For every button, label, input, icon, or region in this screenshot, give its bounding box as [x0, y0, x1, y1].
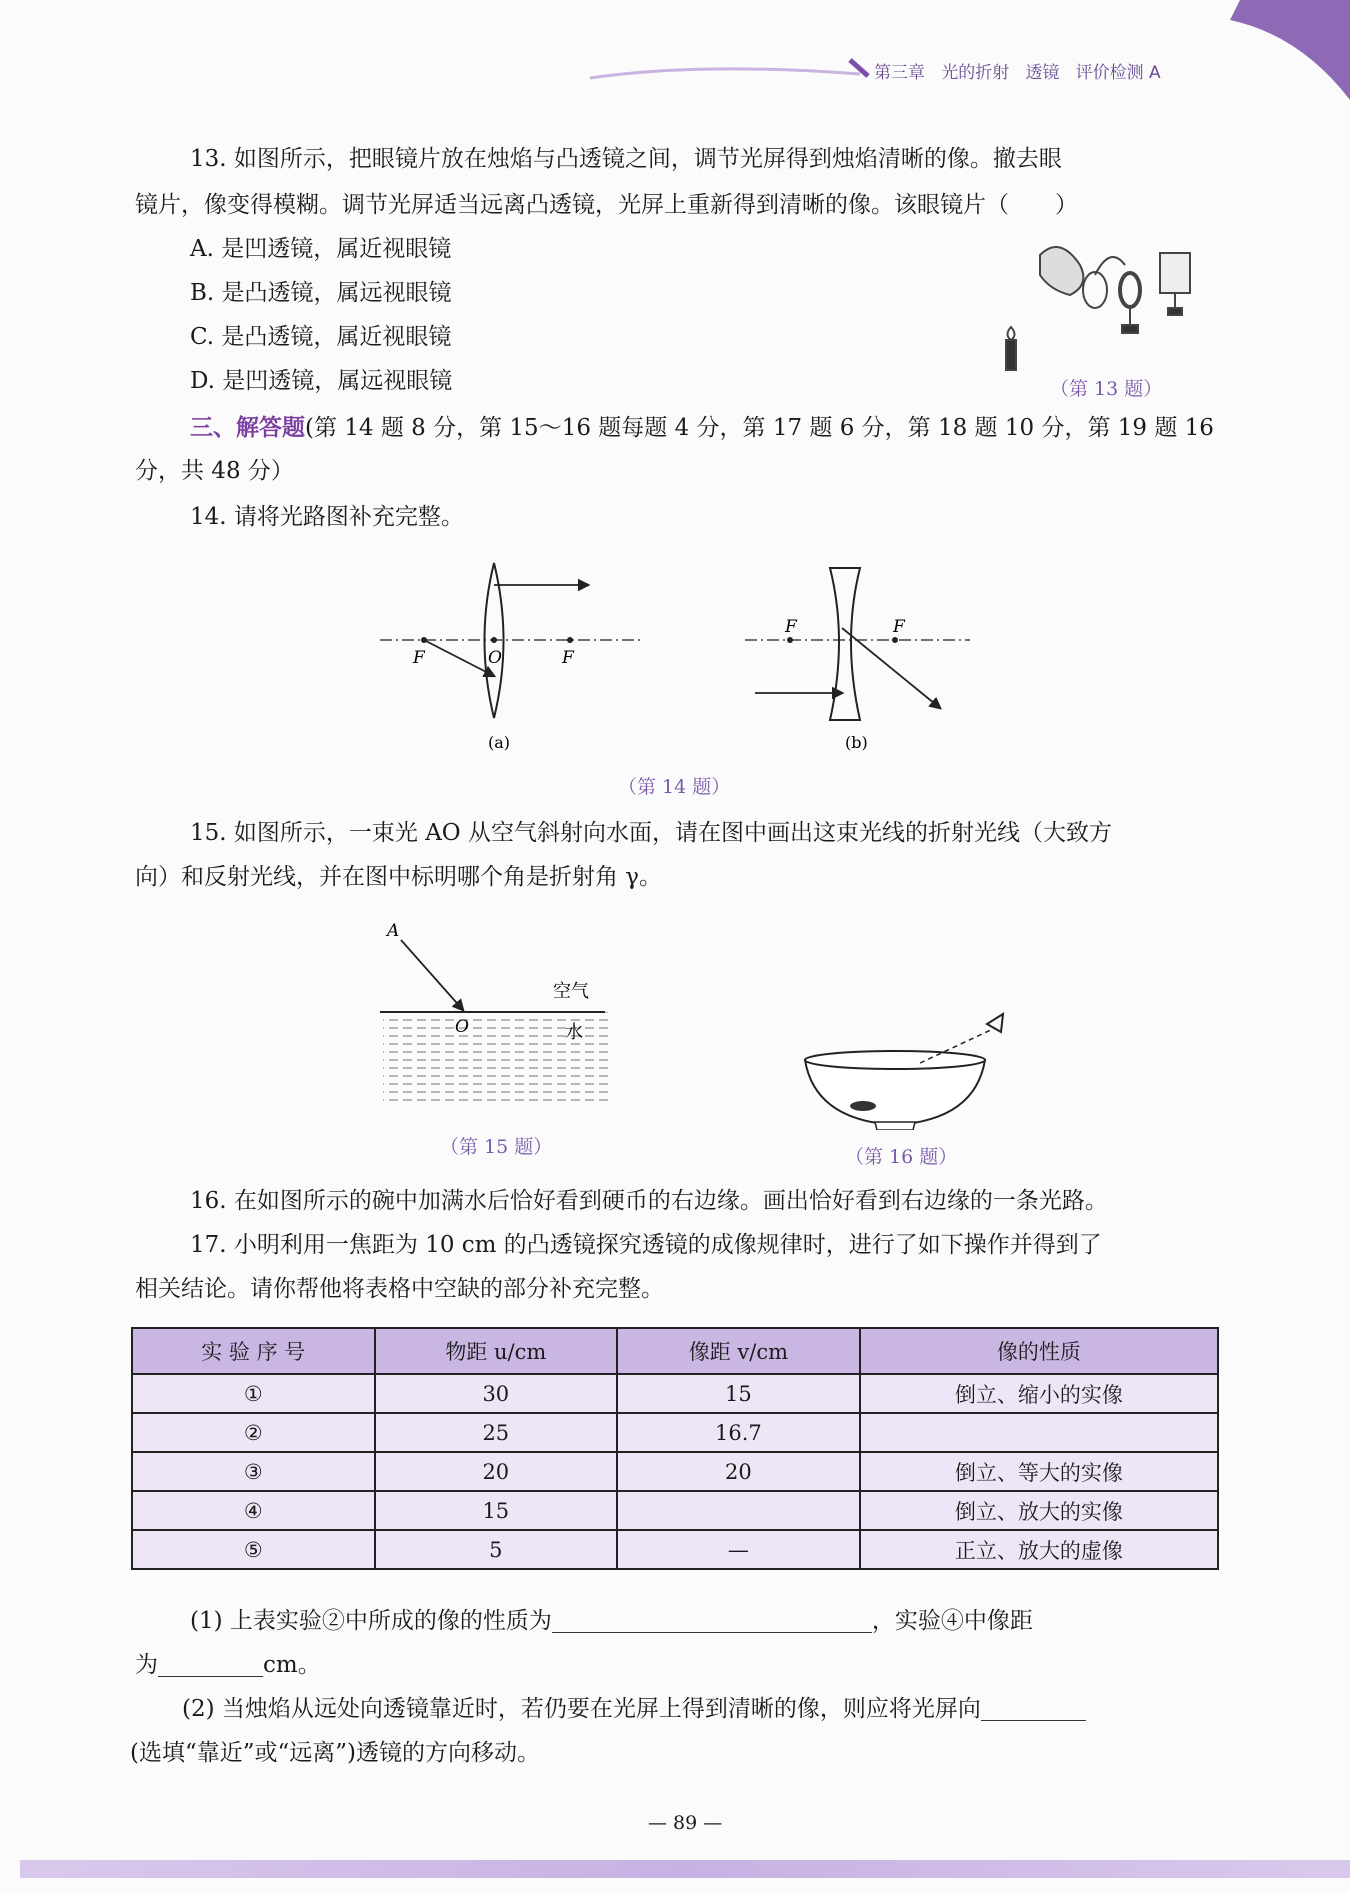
optical-center	[491, 637, 497, 643]
center-label: O	[488, 648, 502, 668]
q14-text: 14. 请将光路图补充完整。	[190, 504, 464, 530]
table-cell-blank[interactable]	[860, 1413, 1218, 1452]
q13-caption: （第 13 题）	[1050, 378, 1163, 400]
q15-figure	[375, 920, 615, 1110]
q17-sub2-line	[182, 1698, 1086, 1721]
q15-line2: 向）和反射光线，并在图中标明哪个角是折射角 γ。	[135, 864, 663, 890]
point-o-label: O	[455, 1017, 469, 1037]
q13-option-b: B. 是凸透镜，属远视眼镜	[190, 280, 452, 306]
table-cell: 正立、放大的虚像	[860, 1530, 1218, 1569]
air-label: 空气	[553, 981, 589, 1002]
q16-figure	[795, 1010, 1055, 1130]
table-cell: 倒立、缩小的实像	[860, 1374, 1218, 1413]
label-a: (a)	[488, 733, 511, 752]
answer-blank-2[interactable]	[158, 1654, 263, 1677]
point-a-label: A	[387, 921, 400, 941]
q17-line2: 相关结论。请你帮他将表格中空缺的部分补充完整。	[135, 1276, 664, 1302]
q13-figure	[1000, 235, 1220, 385]
q13-line2: 镜片，像变得模糊。调节光屏适当远离凸透镜，光屏上重新得到清晰的像。该眼镜片（ ）	[135, 192, 1078, 218]
table-cell: —	[617, 1530, 860, 1569]
focus-label-left: F	[785, 617, 797, 637]
answer-blank-1[interactable]	[552, 1610, 872, 1633]
focus-point-left	[421, 637, 427, 643]
q17-sub1-b: ，实验④中像距	[871, 1608, 1033, 1634]
q16-caption: （第 16 题）	[845, 1146, 958, 1168]
results-table	[131, 1327, 1219, 1570]
header-sub: 透镜	[1025, 63, 1060, 83]
table-header-cell: 实 验 序 号	[132, 1328, 375, 1374]
section3-title: 三、解答题	[190, 414, 305, 441]
q13-option-c: C. 是凸透镜，属近视眼镜	[190, 324, 452, 350]
q17-sub1-d: cm。	[263, 1652, 321, 1678]
q14-figure-b	[745, 558, 975, 758]
q17-sub1-line2	[135, 1654, 321, 1677]
section3-desc1: (第 14 题 8 分，第 15～16 题每题 4 分，第 17 题 6 分，第 18 题 10 分，第 19 题 16	[305, 415, 1214, 441]
q17-sub2-a: (2) 当烛焰从远处向透镜靠近时，若仍要在光屏上得到清晰的像，则应将光屏向	[182, 1696, 981, 1722]
table-cell: 20	[617, 1452, 860, 1491]
q17-sub1-line	[190, 1610, 1033, 1633]
q14-figure-a	[380, 558, 640, 758]
q15-line1: 15. 如图所示，一束光 AO 从空气斜射向水面，请在图中画出这束光线的折射光线（大致方	[190, 820, 1112, 846]
focus-point-left	[787, 637, 793, 643]
water-label: 水	[565, 1022, 583, 1043]
table-cell: 16.7	[617, 1413, 860, 1452]
table-cell-blank[interactable]	[617, 1491, 860, 1530]
table-header-cell: 像距 v/cm	[617, 1328, 860, 1374]
q15-caption: （第 15 题）	[440, 1136, 553, 1158]
header-test: 评价检测 A	[1075, 63, 1161, 83]
q17-sub1-c: 为	[135, 1652, 158, 1678]
q17-sub2-b: (选填“靠近”或“远离”)透镜的方向移动。	[130, 1740, 540, 1766]
table-cell: ①	[132, 1374, 375, 1413]
page-header	[874, 58, 1161, 83]
q14-caption: （第 14 题）	[618, 776, 731, 798]
table-cell: ②	[132, 1413, 375, 1452]
section3-desc2: 分，共 48 分）	[135, 458, 294, 484]
section3-heading	[190, 416, 1214, 440]
q13-line1: 13. 如图所示，把眼镜片放在烛焰与凸透镜之间，调节光屏得到烛焰清晰的像。撤去眼	[190, 146, 1062, 172]
q17-line1: 17. 小明利用一焦距为 10 cm 的凸透镜探究透镜的成像规律时，进行了如下操作并得到了	[190, 1232, 1102, 1258]
table-row	[132, 1491, 1218, 1530]
eye-icon	[987, 1014, 1003, 1032]
table-cell: ⑤	[132, 1530, 375, 1569]
focus-label-right: F	[893, 617, 905, 637]
label-b: (b)	[845, 733, 868, 752]
table-header-cell: 物距 u/cm	[375, 1328, 618, 1374]
table-header-row	[132, 1328, 1218, 1374]
table-row	[132, 1452, 1218, 1491]
table-cell: ④	[132, 1491, 375, 1530]
table-row	[132, 1374, 1218, 1413]
coin	[850, 1101, 876, 1111]
table-cell: 倒立、放大的实像	[860, 1491, 1218, 1530]
q17-sub1-a: (1) 上表实验②中所成的像的性质为	[190, 1608, 552, 1634]
focus-point-right	[892, 637, 898, 643]
table-cell: 5	[375, 1530, 618, 1569]
table-row	[132, 1413, 1218, 1452]
q13-option-d: D. 是凹透镜，属远视眼镜	[190, 368, 453, 394]
answer-blank-3[interactable]	[981, 1698, 1086, 1721]
table-header-cell: 像的性质	[860, 1328, 1218, 1374]
table-cell: 15	[375, 1491, 618, 1530]
page-number: — 89 —	[648, 1812, 723, 1834]
table-cell: 20	[375, 1452, 618, 1491]
table-cell: 倒立、等大的实像	[860, 1452, 1218, 1491]
header-title: 光的折射	[941, 63, 1010, 83]
focus-label-right: F	[562, 648, 574, 668]
table-cell: 30	[375, 1374, 618, 1413]
table-cell: 15	[617, 1374, 860, 1413]
table-cell: 25	[375, 1413, 618, 1452]
q16-text: 16. 在如图所示的碗中加满水后恰好看到硬币的右边缘。画出恰好看到右边缘的一条光路。	[190, 1188, 1108, 1214]
focus-label-left: F	[413, 648, 425, 668]
table-row	[132, 1530, 1218, 1569]
header-chapter: 第三章	[874, 63, 925, 83]
focus-point-right	[567, 637, 573, 643]
q13-option-a: A. 是凹透镜，属近视眼镜	[190, 236, 452, 262]
table-cell: ③	[132, 1452, 375, 1491]
footer-band	[20, 1860, 1350, 1878]
